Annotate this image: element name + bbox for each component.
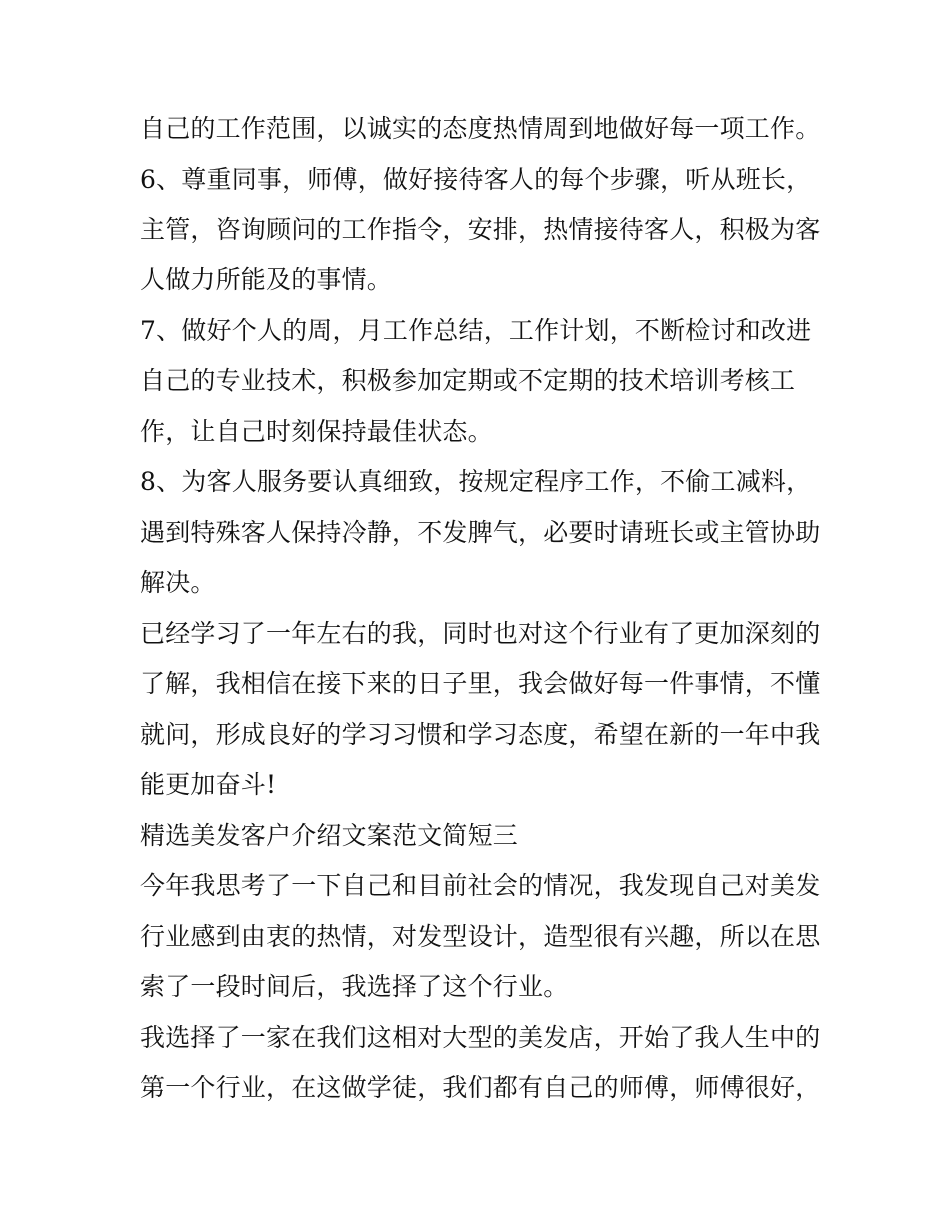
text-line: 遇到特殊客人保持冷静，不发脾气，必要时请班长或主管协助 bbox=[140, 518, 821, 547]
text-line: 作，让自己时刻保持最佳状态。 bbox=[140, 417, 493, 446]
text-line: 8、为客人服务要认真细致，按规定程序工作，不偷工减料， bbox=[140, 467, 812, 496]
text-line: 第一个行业，在这做学徒，我们都有自己的师傅，师傅很好， bbox=[140, 1073, 821, 1102]
text-line: 了解，我相信在接下来的日子里，我会做好每一件事情，不懂 bbox=[140, 669, 821, 698]
text-line: 我选择了一家在我们这相对大型的美发店，开始了我人生中的 bbox=[140, 1023, 821, 1052]
text-line: 主管，咨询顾问的工作指令，安排，热情接待客人，积极为客 bbox=[140, 215, 821, 244]
text-line: 自己的工作范围，以诚实的态度热情周到地做好每一项工作。 bbox=[140, 114, 821, 143]
text-line: 今年我思考了一下自己和目前社会的情况，我发现自己对美发 bbox=[140, 871, 821, 900]
text-line: 人做力所能及的事情。 bbox=[140, 265, 393, 294]
section-heading: 精选美发客户介绍文案范文简短三 bbox=[140, 821, 519, 850]
text-line: 解决。 bbox=[140, 568, 216, 597]
text-line: 自己的专业技术，积极参加定期或不定期的技术培训考核工 bbox=[140, 366, 796, 395]
text-line: 6、尊重同事，师傅，做好接待客人的每个步骤，听从班长， bbox=[140, 165, 812, 194]
text-line: 行业感到由衷的热情，对发型设计，造型很有兴趣，所以在思 bbox=[140, 922, 821, 951]
text-line: 7、做好个人的周，月工作总结，工作计划，不断检讨和改进 bbox=[140, 316, 812, 345]
text-line: 已经学习了一年左右的我，同时也对这个行业有了更加深刻的 bbox=[140, 619, 821, 648]
text-line: 能更加奋斗! bbox=[140, 770, 277, 799]
text-line: 就问，形成良好的学习习惯和学习态度，希望在新的一年中我 bbox=[140, 720, 821, 749]
text-line: 索了一段时间后，我选择了这个行业。 bbox=[140, 972, 569, 1001]
